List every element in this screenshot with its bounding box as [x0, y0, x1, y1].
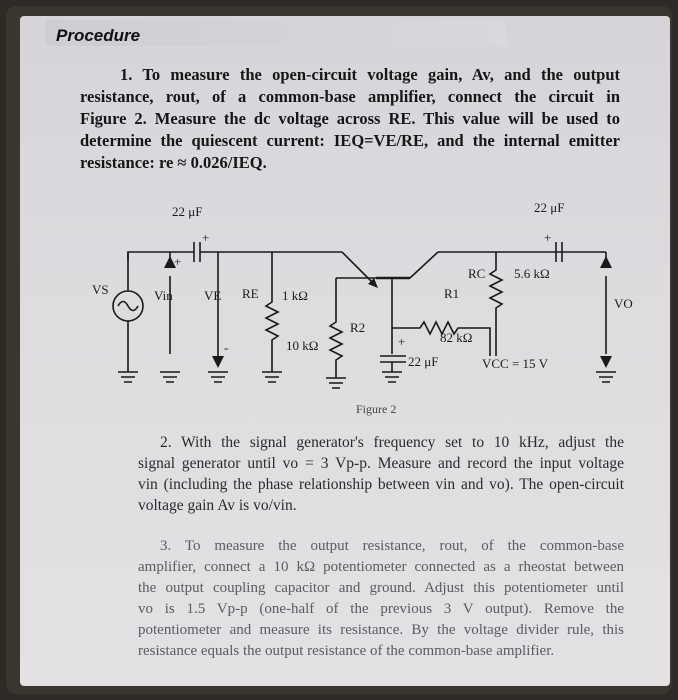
ground-source — [118, 372, 138, 382]
step-3-line: the output coupling capacitor and ground. Adjust this potentiometer until — [138, 580, 624, 596]
vin-plus: + — [174, 254, 182, 269]
step-1-line: resistance, rout, of a common-base amplifier, connect the circuit in — [80, 87, 620, 106]
ground-ve — [208, 372, 228, 382]
step-3-line: vo is 1.5 Vp-p (one-half of the previous 3 V output). Remove the — [138, 601, 624, 617]
collector-lead — [410, 252, 438, 278]
rc-resistor — [490, 252, 502, 326]
circuit-schematic — [20, 16, 670, 426]
vo-bottom-arrowhead — [600, 356, 612, 368]
procedure-heading: Procedure — [56, 26, 141, 45]
ground-re — [262, 372, 282, 382]
step-3-paragraph — [138, 536, 624, 662]
ve-minus: - — [224, 340, 229, 355]
step-3-line: amplifier, connect a 10 kΩ potentiometer connected as a rheostat between — [138, 559, 624, 575]
ve-label: VE — [204, 288, 222, 303]
step-3-line: potentiometer and measure its resistance. By the voltage divider rule, this — [138, 622, 624, 638]
step-2-paragraph — [138, 432, 624, 516]
source-top-wire — [128, 252, 170, 261]
step-1-line: determine the quiescent current: IEQ=VE/RE, and the internal emitter — [80, 131, 620, 150]
cbase-label: 22 μF — [408, 354, 439, 369]
vo-label: VO — [614, 296, 633, 311]
cout-plus: + — [544, 230, 552, 245]
r2-resistor — [330, 278, 342, 378]
re-resistor — [266, 252, 278, 372]
step-2-line: signal generator until vo = 3 Vp-p. Measure and record the input voltage — [138, 455, 624, 472]
ac-source-wave — [118, 302, 138, 311]
step-2-line: voltage gain Av is vo/vin. — [138, 497, 297, 514]
cout-label: 22 μF — [534, 200, 565, 215]
cin-label: 22 μF — [172, 204, 203, 219]
vcc-label: VCC = 15 V — [482, 356, 548, 371]
re-value: 1 kΩ — [282, 288, 308, 303]
vs-label: VS — [92, 282, 109, 297]
step-3-line: resistance equals the output resistance of the common-base amplifier. — [138, 643, 555, 659]
step-2-line: vin (including the phase relationship between vin and vo). The open-circuit — [138, 476, 624, 493]
vin-label: Vin — [154, 288, 173, 303]
paper-sheet — [20, 16, 670, 686]
r1-label: R1 — [444, 286, 460, 301]
photo-frame — [6, 6, 672, 694]
step-1-line: resistance: re ≈ 0.026/IEQ. — [80, 153, 267, 172]
r1-value: 82 kΩ — [440, 330, 473, 345]
ground-vo — [596, 372, 616, 382]
emitter-lead — [342, 252, 376, 286]
r2-value: 10 kΩ — [286, 338, 319, 353]
step-2-line: 2. With the signal generator's frequency set to 10 kHz, adjust the — [160, 434, 624, 451]
rc-label: RC — [468, 266, 486, 281]
re-label: RE — [242, 286, 259, 301]
figure-caption: Figure 2 — [356, 402, 397, 416]
r2-label: R2 — [350, 320, 366, 335]
step-1-line: 1. To measure the open-circuit voltage gain, Av, and the output — [120, 65, 620, 84]
ground-vin — [160, 372, 180, 382]
rc-value: 5.6 kΩ — [514, 266, 550, 281]
vo-top-arrowhead — [600, 256, 612, 268]
ground-base-cap — [382, 372, 402, 382]
step-1-line: Figure 2. Measure the dc voltage across RE. This value will be used to — [80, 109, 620, 128]
ground-r2 — [326, 378, 346, 388]
ve-arrowhead — [212, 356, 224, 368]
cin-plus: + — [202, 230, 210, 245]
step-3-line: 3. To measure the output resistance, rout, of the common-base — [160, 538, 624, 554]
cbase-plus: + — [398, 334, 406, 349]
